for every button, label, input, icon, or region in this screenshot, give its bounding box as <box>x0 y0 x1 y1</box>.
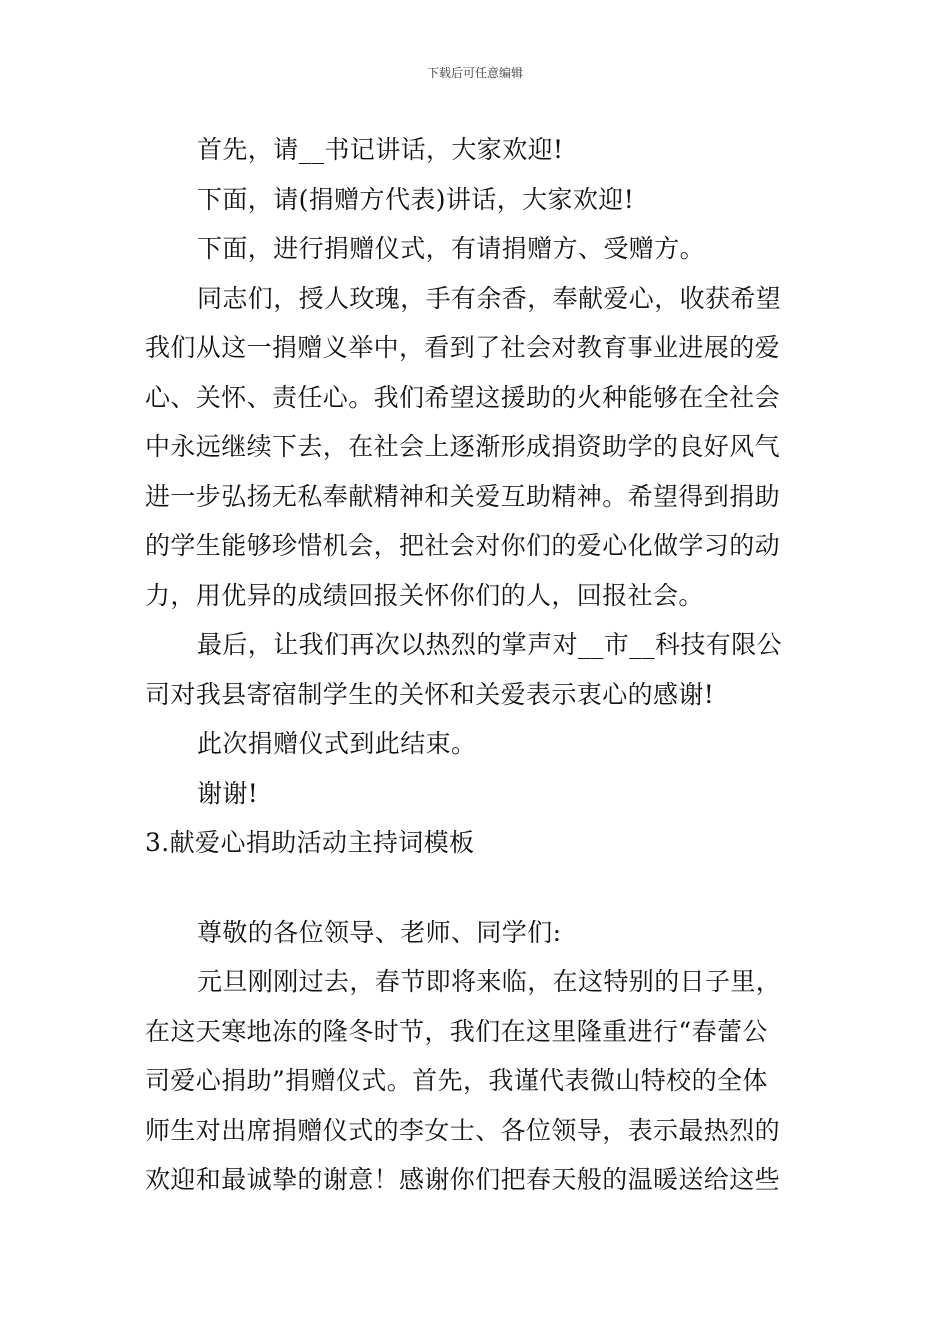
paragraph-line: 进一步弘扬无私奉献精神和关爱互助精神。希望得到捐助 <box>145 481 781 511</box>
paragraph-line: 在这天寒地冻的隆冬时节，我们在这里隆重进行“春蕾公 <box>145 1016 768 1046</box>
paragraph-line: 中永远继续下去，在社会上逐渐形成捐资助学的良好风气 <box>145 432 781 461</box>
salutation-line: 尊敬的各位领导、老师、同学们: <box>197 917 562 947</box>
paragraph-line: 下面，进行捐赠仪式，有请捐赠方、受赠方。 <box>197 234 706 263</box>
paragraph-line: 师生对出席捐赠仪式的李女士、各位领导，表示最热烈的 <box>145 1115 781 1145</box>
paragraph-line: 的学生能够珍惜机会，把社会对你们的爱心化做学习的动 <box>145 531 781 560</box>
page-header: 下载后可任意编辑 <box>426 66 523 80</box>
document-body <box>145 128 810 1208</box>
paragraph-line: 同志们，授人玫瑰，手有余香，奉献爱心，收获希望 <box>197 283 782 313</box>
paragraph-line: 首先，请__书记讲话，大家欢迎! <box>197 135 564 164</box>
paragraph-line: 谢谢! <box>197 778 259 808</box>
paragraph-line: 力，用优异的成绩回报关怀你们的人，回报社会。 <box>145 580 704 610</box>
paragraph-line: 我们从这一捐赠义举中，看到了社会对教育事业进展的爱 <box>145 333 781 362</box>
paragraph-line: 欢迎和最诚挚的谢意！感谢你们把春天般的温暖送给这些 <box>145 1165 781 1194</box>
paragraph-line: 心、关怀、责任心。我们希望这援助的火种能够在全社会 <box>145 382 781 412</box>
paragraph-line: 司爱心捐助”捐赠仪式。首先，我谨代表微山特校的全体 <box>145 1066 768 1095</box>
paragraph-line: 司对我县寄宿制学生的关怀和关爱表示衷心的感谢! <box>145 679 715 709</box>
paragraph-line: 最后，让我们再次以热烈的掌声对__市__科技有限公 <box>197 630 783 659</box>
blank-spacer <box>145 871 810 911</box>
paragraph-line: 元旦刚刚过去，春节即将来临，在这特别的日子里， <box>197 967 782 996</box>
section-heading: 3.献爱心捐助活动主持词模板 <box>145 828 475 857</box>
paragraph-line: 此次捐赠仪式到此结束。 <box>197 729 477 758</box>
paragraph-line: 下面，请(捐赠方代表)讲话，大家欢迎! <box>197 184 635 214</box>
